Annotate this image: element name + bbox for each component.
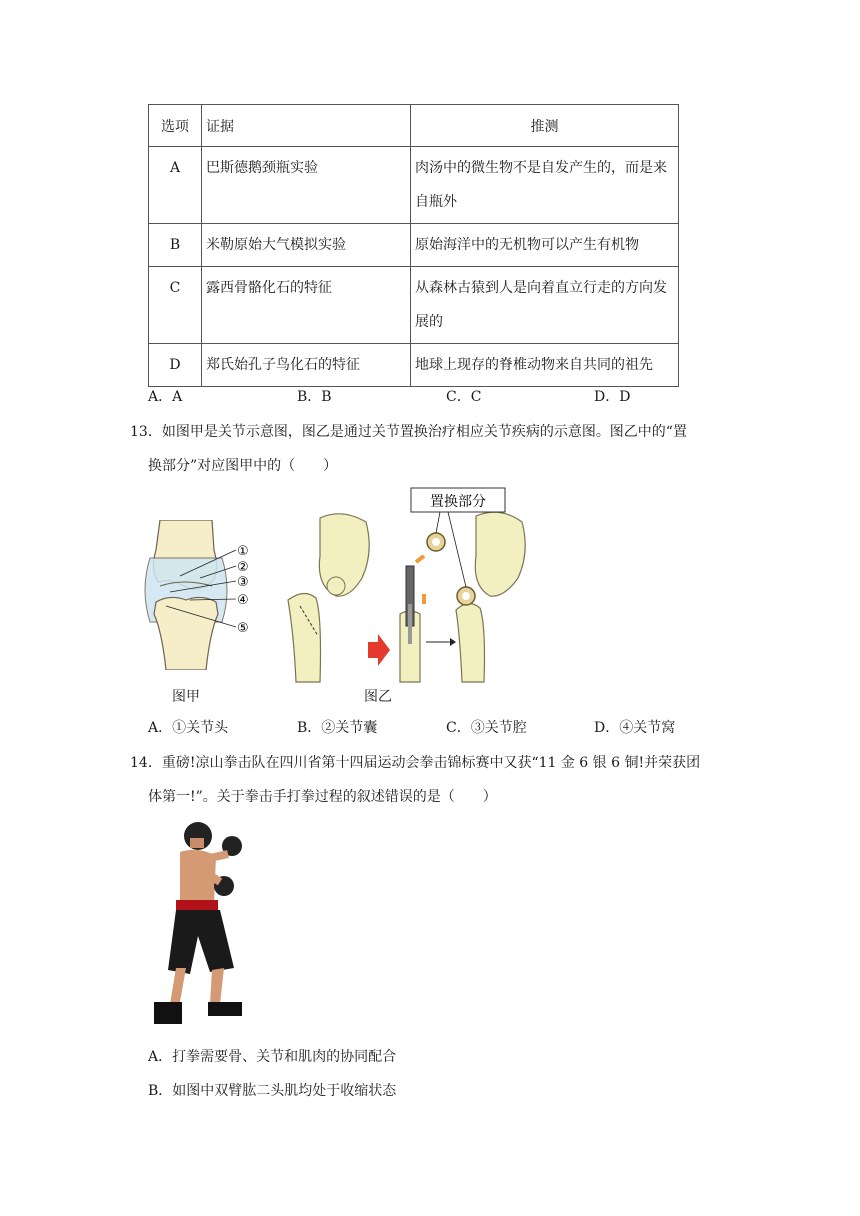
figure-jia-caption: 图甲	[172, 689, 200, 705]
row-evidence: 巴斯德鹅颈瓶实验	[202, 147, 411, 224]
row-option: D	[149, 344, 202, 387]
row-evidence: 郑氏始孔子鸟化石的特征	[202, 344, 411, 387]
label-2: ②	[237, 560, 249, 575]
q13-stem-line2: 换部分”对应图甲中的（ ）	[148, 458, 338, 474]
knee-joint-diagram	[140, 520, 270, 670]
evidence-table	[148, 104, 679, 387]
row-inference: 地球上现存的脊椎动物来自共同的祖先	[411, 344, 679, 387]
table-row	[149, 267, 679, 344]
row-evidence: 米勒原始大气模拟实验	[202, 224, 411, 267]
q12-option-c[interactable]: C．C	[446, 389, 482, 405]
label-4: ④	[237, 593, 249, 608]
row-option: B	[149, 224, 202, 267]
q14-option-a[interactable]: A．打拳需要骨、关节和肌肉的协同配合	[148, 1049, 397, 1065]
q14-stem-line2: 体第一!”。关于拳击手打拳过程的叙述错误的是（ ）	[148, 789, 497, 805]
figure-yi-caption: 图乙	[364, 689, 392, 705]
replace-part-label: 置换部分	[430, 494, 486, 510]
q12-option-d[interactable]: D．D	[594, 389, 631, 405]
q13-stem-line1: 13．如图甲是关节示意图，图乙是通过关节置换治疗相应关节疾病的示意图。图乙中的“置	[130, 424, 687, 440]
row-option: C	[149, 267, 202, 344]
q13-option-c[interactable]: C．③关节腔	[446, 720, 527, 736]
label-1: ①	[237, 544, 249, 559]
label-3: ③	[237, 575, 249, 590]
q12-option-b[interactable]: B．B	[297, 389, 332, 405]
q12-option-a[interactable]: A．A	[148, 389, 183, 405]
q13-option-b[interactable]: B．②关节囊	[297, 720, 378, 736]
row-option: A	[149, 147, 202, 224]
table-row	[149, 344, 679, 387]
header-option: 选项	[149, 105, 202, 147]
row-inference: 从森林古猿到人是向着直立行走的方向发展的	[411, 267, 679, 344]
header-inference: 推测	[411, 105, 679, 147]
q14-option-b[interactable]: B．如图中双臂肱二头肌均处于收缩状态	[148, 1083, 397, 1099]
row-inference: 原始海洋中的无机物可以产生有机物	[411, 224, 679, 267]
row-inference: 肉汤中的微生物不是自发产生的，而是来自瓶外	[411, 147, 679, 224]
table-header-row	[149, 105, 679, 147]
hip-replacement-diagram	[280, 486, 570, 686]
q13-option-a[interactable]: A．①关节头	[148, 720, 229, 736]
table-row	[149, 224, 679, 267]
table-row	[149, 147, 679, 224]
q14-stem-line1: 14．重磅!凉山拳击队在四川省第十四届运动会拳击锦标赛中又获“11 金 6 银 6 铜!并荣获团	[130, 755, 701, 771]
q13-option-d[interactable]: D．④关节窝	[594, 720, 676, 736]
row-evidence: 露西骨骼化石的特征	[202, 267, 411, 344]
label-5: ⑤	[237, 621, 249, 636]
boxer-photo	[150, 818, 250, 1033]
header-evidence: 证据	[202, 105, 411, 147]
